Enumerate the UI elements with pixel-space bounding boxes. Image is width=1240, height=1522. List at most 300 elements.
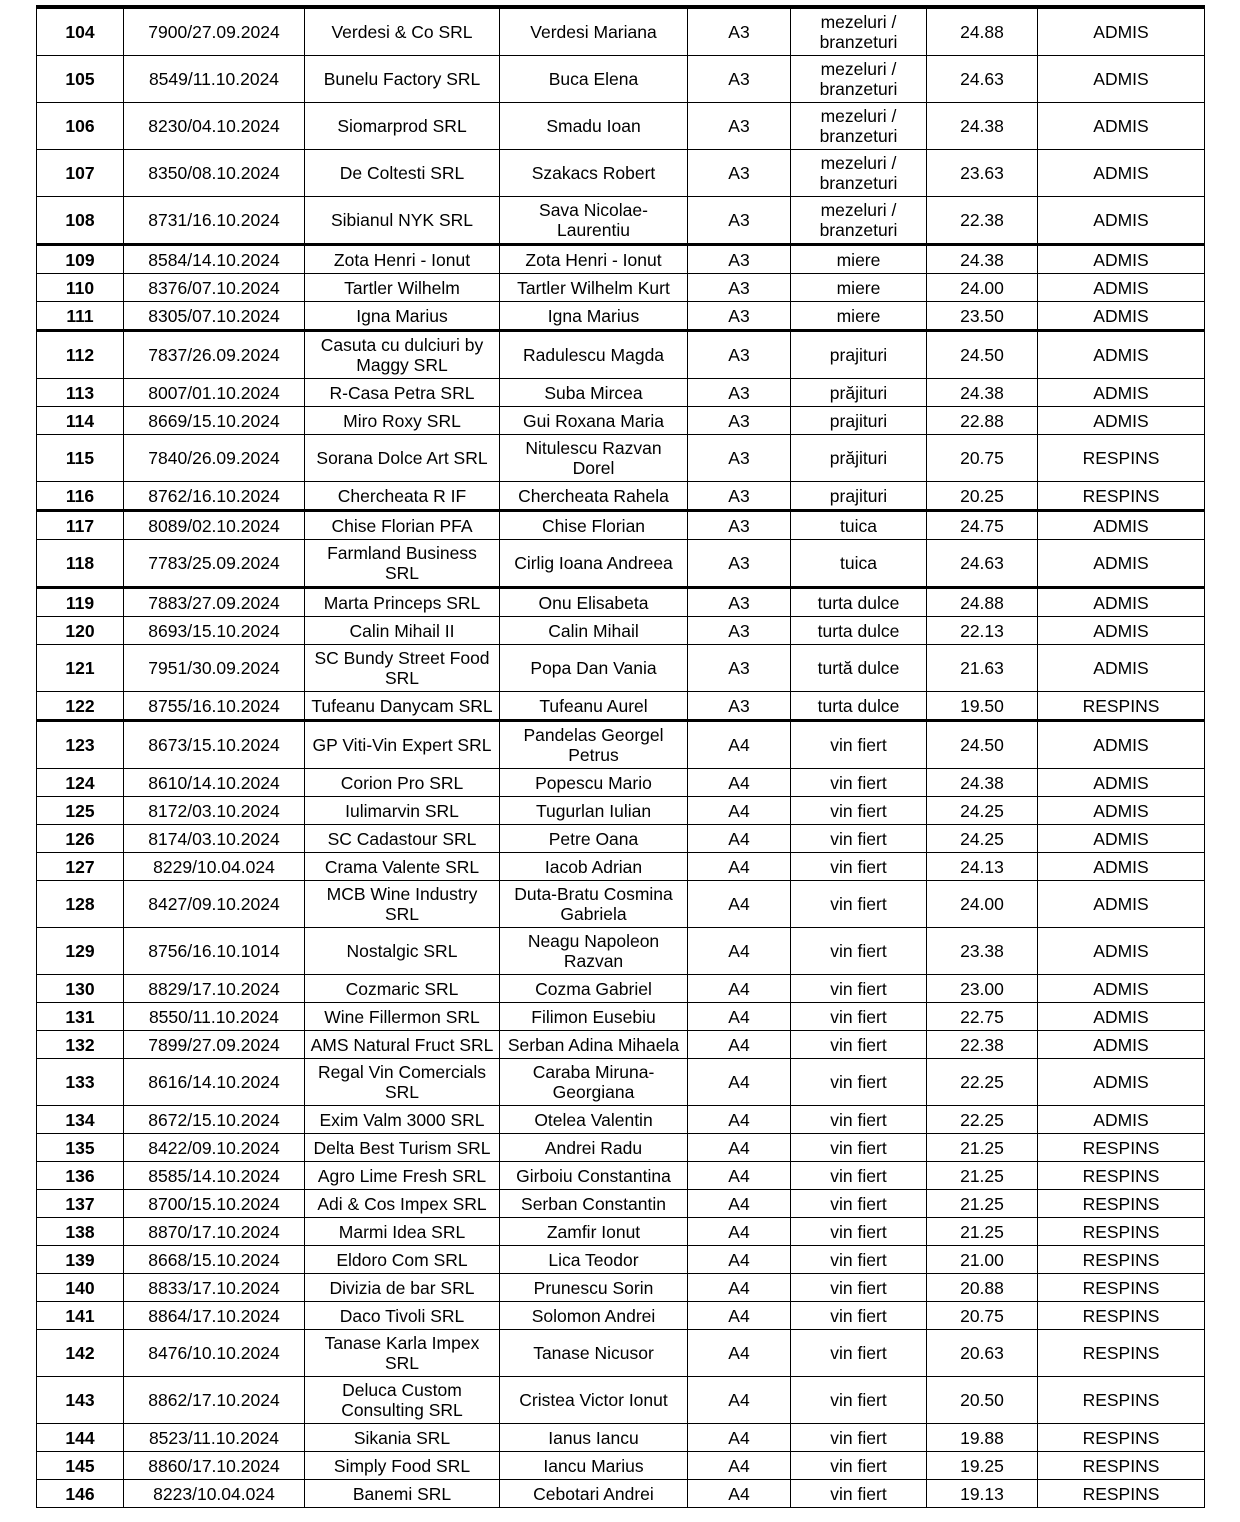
status-cell: RESPINS	[1038, 1480, 1205, 1508]
company-name-cell: Sorana Dolce Art SRL	[305, 435, 500, 482]
representative-name-cell: Szakacs Robert	[500, 150, 688, 197]
registration-number-cell: 8669/15.10.2024	[124, 407, 305, 435]
representative-name-cell: Smadu Ioan	[500, 103, 688, 150]
category-cell: A3	[688, 645, 791, 692]
category-cell: A3	[688, 435, 791, 482]
product-type-cell: vin fiert	[791, 1106, 927, 1134]
table-row	[37, 1480, 1205, 1508]
product-type-cell: vin fiert	[791, 1218, 927, 1246]
company-name-cell: Regal Vin Comercials SRL	[305, 1059, 500, 1106]
status-cell: ADMIS	[1038, 853, 1205, 881]
registration-number-cell: 8673/15.10.2024	[124, 721, 305, 769]
company-name-cell: Nostalgic SRL	[305, 928, 500, 975]
company-name-cell: Verdesi & Co SRL	[305, 7, 500, 56]
table-row	[37, 7, 1205, 56]
row-number-cell: 136	[37, 1162, 124, 1190]
row-number-cell: 134	[37, 1106, 124, 1134]
product-type-cell: miere	[791, 274, 927, 302]
row-number-cell: 109	[37, 245, 124, 274]
company-name-cell: AMS Natural Fruct SRL	[305, 1031, 500, 1059]
score-cell: 21.25	[927, 1134, 1038, 1162]
company-name-cell: Divizia de bar SRL	[305, 1274, 500, 1302]
table-row	[37, 379, 1205, 407]
company-name-cell: Siomarprod SRL	[305, 103, 500, 150]
category-cell: A3	[688, 540, 791, 588]
table-row	[37, 302, 1205, 331]
row-number-cell: 127	[37, 853, 124, 881]
company-name-cell: Casuta cu dulciuri by Maggy SRL	[305, 331, 500, 379]
table-row	[37, 1218, 1205, 1246]
product-type-cell: miere	[791, 302, 927, 331]
score-cell: 24.00	[927, 274, 1038, 302]
table-row	[37, 825, 1205, 853]
row-number-cell: 125	[37, 797, 124, 825]
row-number-cell: 122	[37, 692, 124, 721]
representative-name-cell: Andrei Radu	[500, 1134, 688, 1162]
table-row	[37, 1162, 1205, 1190]
category-cell: A4	[688, 825, 791, 853]
company-name-cell: Crama Valente SRL	[305, 853, 500, 881]
company-name-cell: GP Viti-Vin Expert SRL	[305, 721, 500, 769]
score-cell: 23.50	[927, 302, 1038, 331]
status-cell: ADMIS	[1038, 797, 1205, 825]
category-cell: A4	[688, 769, 791, 797]
table-row	[37, 1031, 1205, 1059]
category-cell: A3	[688, 7, 791, 56]
product-type-cell: vin fiert	[791, 975, 927, 1003]
representative-name-cell: Suba Mircea	[500, 379, 688, 407]
representative-name-cell: Radulescu Magda	[500, 331, 688, 379]
category-cell: A3	[688, 150, 791, 197]
company-name-cell: Marta Princeps SRL	[305, 588, 500, 617]
status-cell: ADMIS	[1038, 769, 1205, 797]
row-number-cell: 110	[37, 274, 124, 302]
product-type-cell: prajituri	[791, 407, 927, 435]
status-cell: ADMIS	[1038, 379, 1205, 407]
table-row	[37, 197, 1205, 245]
table-row	[37, 331, 1205, 379]
registration-number-cell: 7783/25.09.2024	[124, 540, 305, 588]
category-cell: A4	[688, 1106, 791, 1134]
category-cell: A3	[688, 245, 791, 274]
row-number-cell: 123	[37, 721, 124, 769]
registration-number-cell: 8610/14.10.2024	[124, 769, 305, 797]
representative-name-cell: Prunescu Sorin	[500, 1274, 688, 1302]
table-row	[37, 692, 1205, 721]
product-type-cell: turtă dulce	[791, 645, 927, 692]
representative-name-cell: Filimon Eusebiu	[500, 1003, 688, 1031]
row-number-cell: 117	[37, 511, 124, 540]
registration-number-cell: 8870/17.10.2024	[124, 1218, 305, 1246]
status-cell: ADMIS	[1038, 1059, 1205, 1106]
row-number-cell: 140	[37, 1274, 124, 1302]
company-name-cell: Iulimarvin SRL	[305, 797, 500, 825]
status-cell: ADMIS	[1038, 1003, 1205, 1031]
representative-name-cell: Nitulescu Razvan Dorel	[500, 435, 688, 482]
product-type-cell: vin fiert	[791, 928, 927, 975]
row-number-cell: 137	[37, 1190, 124, 1218]
registration-number-cell: 8350/08.10.2024	[124, 150, 305, 197]
representative-name-cell: Caraba Miruna-Georgiana	[500, 1059, 688, 1106]
registration-number-cell: 8223/10.04.024	[124, 1480, 305, 1508]
representative-name-cell: Chercheata Rahela	[500, 482, 688, 511]
product-type-cell: turta dulce	[791, 617, 927, 645]
score-cell: 21.00	[927, 1246, 1038, 1274]
score-cell: 23.00	[927, 975, 1038, 1003]
company-name-cell: Daco Tivoli SRL	[305, 1302, 500, 1330]
category-cell: A4	[688, 1424, 791, 1452]
category-cell: A4	[688, 1218, 791, 1246]
table-row	[37, 769, 1205, 797]
status-cell: ADMIS	[1038, 928, 1205, 975]
row-number-cell: 105	[37, 56, 124, 103]
status-cell: ADMIS	[1038, 881, 1205, 928]
row-number-cell: 144	[37, 1424, 124, 1452]
company-name-cell: Chercheata R IF	[305, 482, 500, 511]
score-cell: 20.88	[927, 1274, 1038, 1302]
status-cell: RESPINS	[1038, 1377, 1205, 1424]
product-type-cell: prajituri	[791, 482, 927, 511]
product-type-cell: vin fiert	[791, 769, 927, 797]
registration-number-cell: 8829/17.10.2024	[124, 975, 305, 1003]
company-name-cell: Calin Mihail II	[305, 617, 500, 645]
results-table-body	[37, 7, 1205, 1508]
status-cell: ADMIS	[1038, 825, 1205, 853]
table-row	[37, 274, 1205, 302]
product-type-cell: prajituri	[791, 331, 927, 379]
company-name-cell: Tufeanu Danycam SRL	[305, 692, 500, 721]
representative-name-cell: Tufeanu Aurel	[500, 692, 688, 721]
row-number-cell: 121	[37, 645, 124, 692]
category-cell: A3	[688, 274, 791, 302]
table-row	[37, 588, 1205, 617]
registration-number-cell: 8305/07.10.2024	[124, 302, 305, 331]
score-cell: 22.88	[927, 407, 1038, 435]
table-row	[37, 881, 1205, 928]
status-cell: RESPINS	[1038, 482, 1205, 511]
registration-number-cell: 8172/03.10.2024	[124, 797, 305, 825]
row-number-cell: 124	[37, 769, 124, 797]
table-row	[37, 928, 1205, 975]
category-cell: A4	[688, 1003, 791, 1031]
table-row	[37, 245, 1205, 274]
registration-number-cell: 8668/15.10.2024	[124, 1246, 305, 1274]
score-cell: 20.75	[927, 435, 1038, 482]
table-row	[37, 1190, 1205, 1218]
table-row	[37, 1059, 1205, 1106]
table-row	[37, 645, 1205, 692]
product-type-cell: vin fiert	[791, 721, 927, 769]
score-cell: 19.25	[927, 1452, 1038, 1480]
score-cell: 19.88	[927, 1424, 1038, 1452]
status-cell: ADMIS	[1038, 588, 1205, 617]
score-cell: 20.75	[927, 1302, 1038, 1330]
table-row	[37, 975, 1205, 1003]
score-cell: 20.63	[927, 1330, 1038, 1377]
product-type-cell: mezeluri / branzeturi	[791, 56, 927, 103]
status-cell: RESPINS	[1038, 1330, 1205, 1377]
product-type-cell: vin fiert	[791, 1190, 927, 1218]
table-row	[37, 1246, 1205, 1274]
status-cell: ADMIS	[1038, 150, 1205, 197]
score-cell: 19.13	[927, 1480, 1038, 1508]
representative-name-cell: Verdesi Mariana	[500, 7, 688, 56]
score-cell: 24.00	[927, 881, 1038, 928]
representative-name-cell: Otelea Valentin	[500, 1106, 688, 1134]
status-cell: ADMIS	[1038, 274, 1205, 302]
product-type-cell: mezeluri / branzeturi	[791, 7, 927, 56]
row-number-cell: 146	[37, 1480, 124, 1508]
product-type-cell: vin fiert	[791, 1377, 927, 1424]
table-row	[37, 407, 1205, 435]
row-number-cell: 139	[37, 1246, 124, 1274]
row-number-cell: 132	[37, 1031, 124, 1059]
row-number-cell: 118	[37, 540, 124, 588]
table-row	[37, 103, 1205, 150]
row-number-cell: 141	[37, 1302, 124, 1330]
status-cell: ADMIS	[1038, 56, 1205, 103]
registration-number-cell: 8229/10.04.024	[124, 853, 305, 881]
table-row	[37, 617, 1205, 645]
row-number-cell: 106	[37, 103, 124, 150]
registration-number-cell: 8731/16.10.2024	[124, 197, 305, 245]
company-name-cell: Igna Marius	[305, 302, 500, 331]
status-cell: ADMIS	[1038, 645, 1205, 692]
table-row	[37, 1302, 1205, 1330]
table-row	[37, 1274, 1205, 1302]
row-number-cell: 126	[37, 825, 124, 853]
row-number-cell: 116	[37, 482, 124, 511]
status-cell: RESPINS	[1038, 1274, 1205, 1302]
registration-number-cell: 8756/16.10.1014	[124, 928, 305, 975]
product-type-cell: mezeluri / branzeturi	[791, 150, 927, 197]
registration-number-cell: 8584/14.10.2024	[124, 245, 305, 274]
score-cell: 22.13	[927, 617, 1038, 645]
table-row	[37, 797, 1205, 825]
score-cell: 21.63	[927, 645, 1038, 692]
category-cell: A4	[688, 797, 791, 825]
row-number-cell: 107	[37, 150, 124, 197]
company-name-cell: Eldoro Com SRL	[305, 1246, 500, 1274]
company-name-cell: Bunelu Factory SRL	[305, 56, 500, 103]
score-cell: 21.25	[927, 1190, 1038, 1218]
product-type-cell: vin fiert	[791, 1059, 927, 1106]
category-cell: A4	[688, 881, 791, 928]
representative-name-cell: Cristea Victor Ionut	[500, 1377, 688, 1424]
row-number-cell: 130	[37, 975, 124, 1003]
status-cell: RESPINS	[1038, 1246, 1205, 1274]
category-cell: A3	[688, 482, 791, 511]
category-cell: A4	[688, 1031, 791, 1059]
table-row	[37, 1330, 1205, 1377]
registration-number-cell: 8523/11.10.2024	[124, 1424, 305, 1452]
score-cell: 23.38	[927, 928, 1038, 975]
product-type-cell: vin fiert	[791, 1480, 927, 1508]
status-cell: ADMIS	[1038, 721, 1205, 769]
category-cell: A4	[688, 1377, 791, 1424]
registration-number-cell: 8700/15.10.2024	[124, 1190, 305, 1218]
table-row	[37, 1424, 1205, 1452]
row-number-cell: 111	[37, 302, 124, 331]
status-cell: ADMIS	[1038, 617, 1205, 645]
product-type-cell: tuica	[791, 540, 927, 588]
product-type-cell: vin fiert	[791, 881, 927, 928]
table-row	[37, 482, 1205, 511]
score-cell: 24.75	[927, 511, 1038, 540]
company-name-cell: Sibianul NYK SRL	[305, 197, 500, 245]
product-type-cell: vin fiert	[791, 1246, 927, 1274]
category-cell: A3	[688, 511, 791, 540]
company-name-cell: Tanase Karla Impex SRL	[305, 1330, 500, 1377]
table-row	[37, 1003, 1205, 1031]
product-type-cell: vin fiert	[791, 1424, 927, 1452]
company-name-cell: Delta Best Turism SRL	[305, 1134, 500, 1162]
company-name-cell: Wine Fillermon SRL	[305, 1003, 500, 1031]
category-cell: A4	[688, 1162, 791, 1190]
product-type-cell: vin fiert	[791, 1003, 927, 1031]
product-type-cell: prăjituri	[791, 379, 927, 407]
category-cell: A4	[688, 1134, 791, 1162]
company-name-cell: Miro Roxy SRL	[305, 407, 500, 435]
company-name-cell: Cozmaric SRL	[305, 975, 500, 1003]
registration-number-cell: 7951/30.09.2024	[124, 645, 305, 692]
representative-name-cell: Popescu Mario	[500, 769, 688, 797]
representative-name-cell: Petre Oana	[500, 825, 688, 853]
table-row	[37, 1106, 1205, 1134]
registration-number-cell: 8089/02.10.2024	[124, 511, 305, 540]
representative-name-cell: Serban Constantin	[500, 1190, 688, 1218]
score-cell: 24.38	[927, 379, 1038, 407]
registration-number-cell: 8230/04.10.2024	[124, 103, 305, 150]
table-row	[37, 1377, 1205, 1424]
row-number-cell: 138	[37, 1218, 124, 1246]
category-cell: A4	[688, 1480, 791, 1508]
product-type-cell: vin fiert	[791, 1274, 927, 1302]
product-type-cell: mezeluri / branzeturi	[791, 197, 927, 245]
product-type-cell: prăjituri	[791, 435, 927, 482]
row-number-cell: 112	[37, 331, 124, 379]
representative-name-cell: Calin Mihail	[500, 617, 688, 645]
category-cell: A4	[688, 1330, 791, 1377]
product-type-cell: miere	[791, 245, 927, 274]
results-table	[36, 5, 1205, 1508]
representative-name-cell: Zota Henri - Ionut	[500, 245, 688, 274]
row-number-cell: 133	[37, 1059, 124, 1106]
product-type-cell: tuica	[791, 511, 927, 540]
product-type-cell: vin fiert	[791, 1452, 927, 1480]
table-row	[37, 1452, 1205, 1480]
row-number-cell: 142	[37, 1330, 124, 1377]
representative-name-cell: Cirlig Ioana Andreea	[500, 540, 688, 588]
score-cell: 22.25	[927, 1059, 1038, 1106]
registration-number-cell: 8585/14.10.2024	[124, 1162, 305, 1190]
product-type-cell: turta dulce	[791, 588, 927, 617]
row-number-cell: 119	[37, 588, 124, 617]
representative-name-cell: Sava Nicolae-Laurentiu	[500, 197, 688, 245]
status-cell: RESPINS	[1038, 692, 1205, 721]
status-cell: RESPINS	[1038, 1218, 1205, 1246]
table-row	[37, 435, 1205, 482]
category-cell: A4	[688, 1059, 791, 1106]
score-cell: 24.63	[927, 540, 1038, 588]
company-name-cell: De Coltesti SRL	[305, 150, 500, 197]
category-cell: A3	[688, 692, 791, 721]
registration-number-cell: 7899/27.09.2024	[124, 1031, 305, 1059]
representative-name-cell: Cozma Gabriel	[500, 975, 688, 1003]
status-cell: RESPINS	[1038, 435, 1205, 482]
registration-number-cell: 8860/17.10.2024	[124, 1452, 305, 1480]
category-cell: A4	[688, 1190, 791, 1218]
registration-number-cell: 8616/14.10.2024	[124, 1059, 305, 1106]
company-name-cell: Adi & Cos Impex SRL	[305, 1190, 500, 1218]
representative-name-cell: Duta-Bratu Cosmina Gabriela	[500, 881, 688, 928]
score-cell: 24.38	[927, 103, 1038, 150]
category-cell: A3	[688, 588, 791, 617]
score-cell: 21.25	[927, 1218, 1038, 1246]
status-cell: ADMIS	[1038, 1031, 1205, 1059]
score-cell: 24.63	[927, 56, 1038, 103]
registration-number-cell: 8550/11.10.2024	[124, 1003, 305, 1031]
representative-name-cell: Ianus Iancu	[500, 1424, 688, 1452]
status-cell: RESPINS	[1038, 1424, 1205, 1452]
score-cell: 20.50	[927, 1377, 1038, 1424]
category-cell: A3	[688, 331, 791, 379]
status-cell: ADMIS	[1038, 302, 1205, 331]
status-cell: ADMIS	[1038, 7, 1205, 56]
company-name-cell: Farmland Business SRL	[305, 540, 500, 588]
row-number-cell: 143	[37, 1377, 124, 1424]
representative-name-cell: Solomon Andrei	[500, 1302, 688, 1330]
product-type-cell: vin fiert	[791, 797, 927, 825]
score-cell: 24.88	[927, 588, 1038, 617]
status-cell: RESPINS	[1038, 1162, 1205, 1190]
product-type-cell: mezeluri / branzeturi	[791, 103, 927, 150]
company-name-cell: Agro Lime Fresh SRL	[305, 1162, 500, 1190]
score-cell: 24.50	[927, 331, 1038, 379]
status-cell: ADMIS	[1038, 331, 1205, 379]
status-cell: ADMIS	[1038, 103, 1205, 150]
status-cell: ADMIS	[1038, 540, 1205, 588]
table-row	[37, 150, 1205, 197]
status-cell: RESPINS	[1038, 1190, 1205, 1218]
representative-name-cell: Tartler Wilhelm Kurt	[500, 274, 688, 302]
representative-name-cell: Igna Marius	[500, 302, 688, 331]
company-name-cell: SC Cadastour SRL	[305, 825, 500, 853]
company-name-cell: Sikania SRL	[305, 1424, 500, 1452]
category-cell: A4	[688, 1274, 791, 1302]
company-name-cell: Marmi Idea SRL	[305, 1218, 500, 1246]
registration-number-cell: 7883/27.09.2024	[124, 588, 305, 617]
row-number-cell: 114	[37, 407, 124, 435]
table-row	[37, 853, 1205, 881]
row-number-cell: 115	[37, 435, 124, 482]
table-row	[37, 1134, 1205, 1162]
representative-name-cell: Lica Teodor	[500, 1246, 688, 1274]
registration-number-cell: 8693/15.10.2024	[124, 617, 305, 645]
representative-name-cell: Iancu Marius	[500, 1452, 688, 1480]
representative-name-cell: Iacob Adrian	[500, 853, 688, 881]
registration-number-cell: 7840/26.09.2024	[124, 435, 305, 482]
status-cell: ADMIS	[1038, 511, 1205, 540]
company-name-cell: Chise Florian PFA	[305, 511, 500, 540]
registration-number-cell: 7837/26.09.2024	[124, 331, 305, 379]
score-cell: 24.88	[927, 7, 1038, 56]
company-name-cell: Banemi SRL	[305, 1480, 500, 1508]
category-cell: A3	[688, 617, 791, 645]
score-cell: 24.25	[927, 797, 1038, 825]
category-cell: A3	[688, 197, 791, 245]
registration-number-cell: 8427/09.10.2024	[124, 881, 305, 928]
